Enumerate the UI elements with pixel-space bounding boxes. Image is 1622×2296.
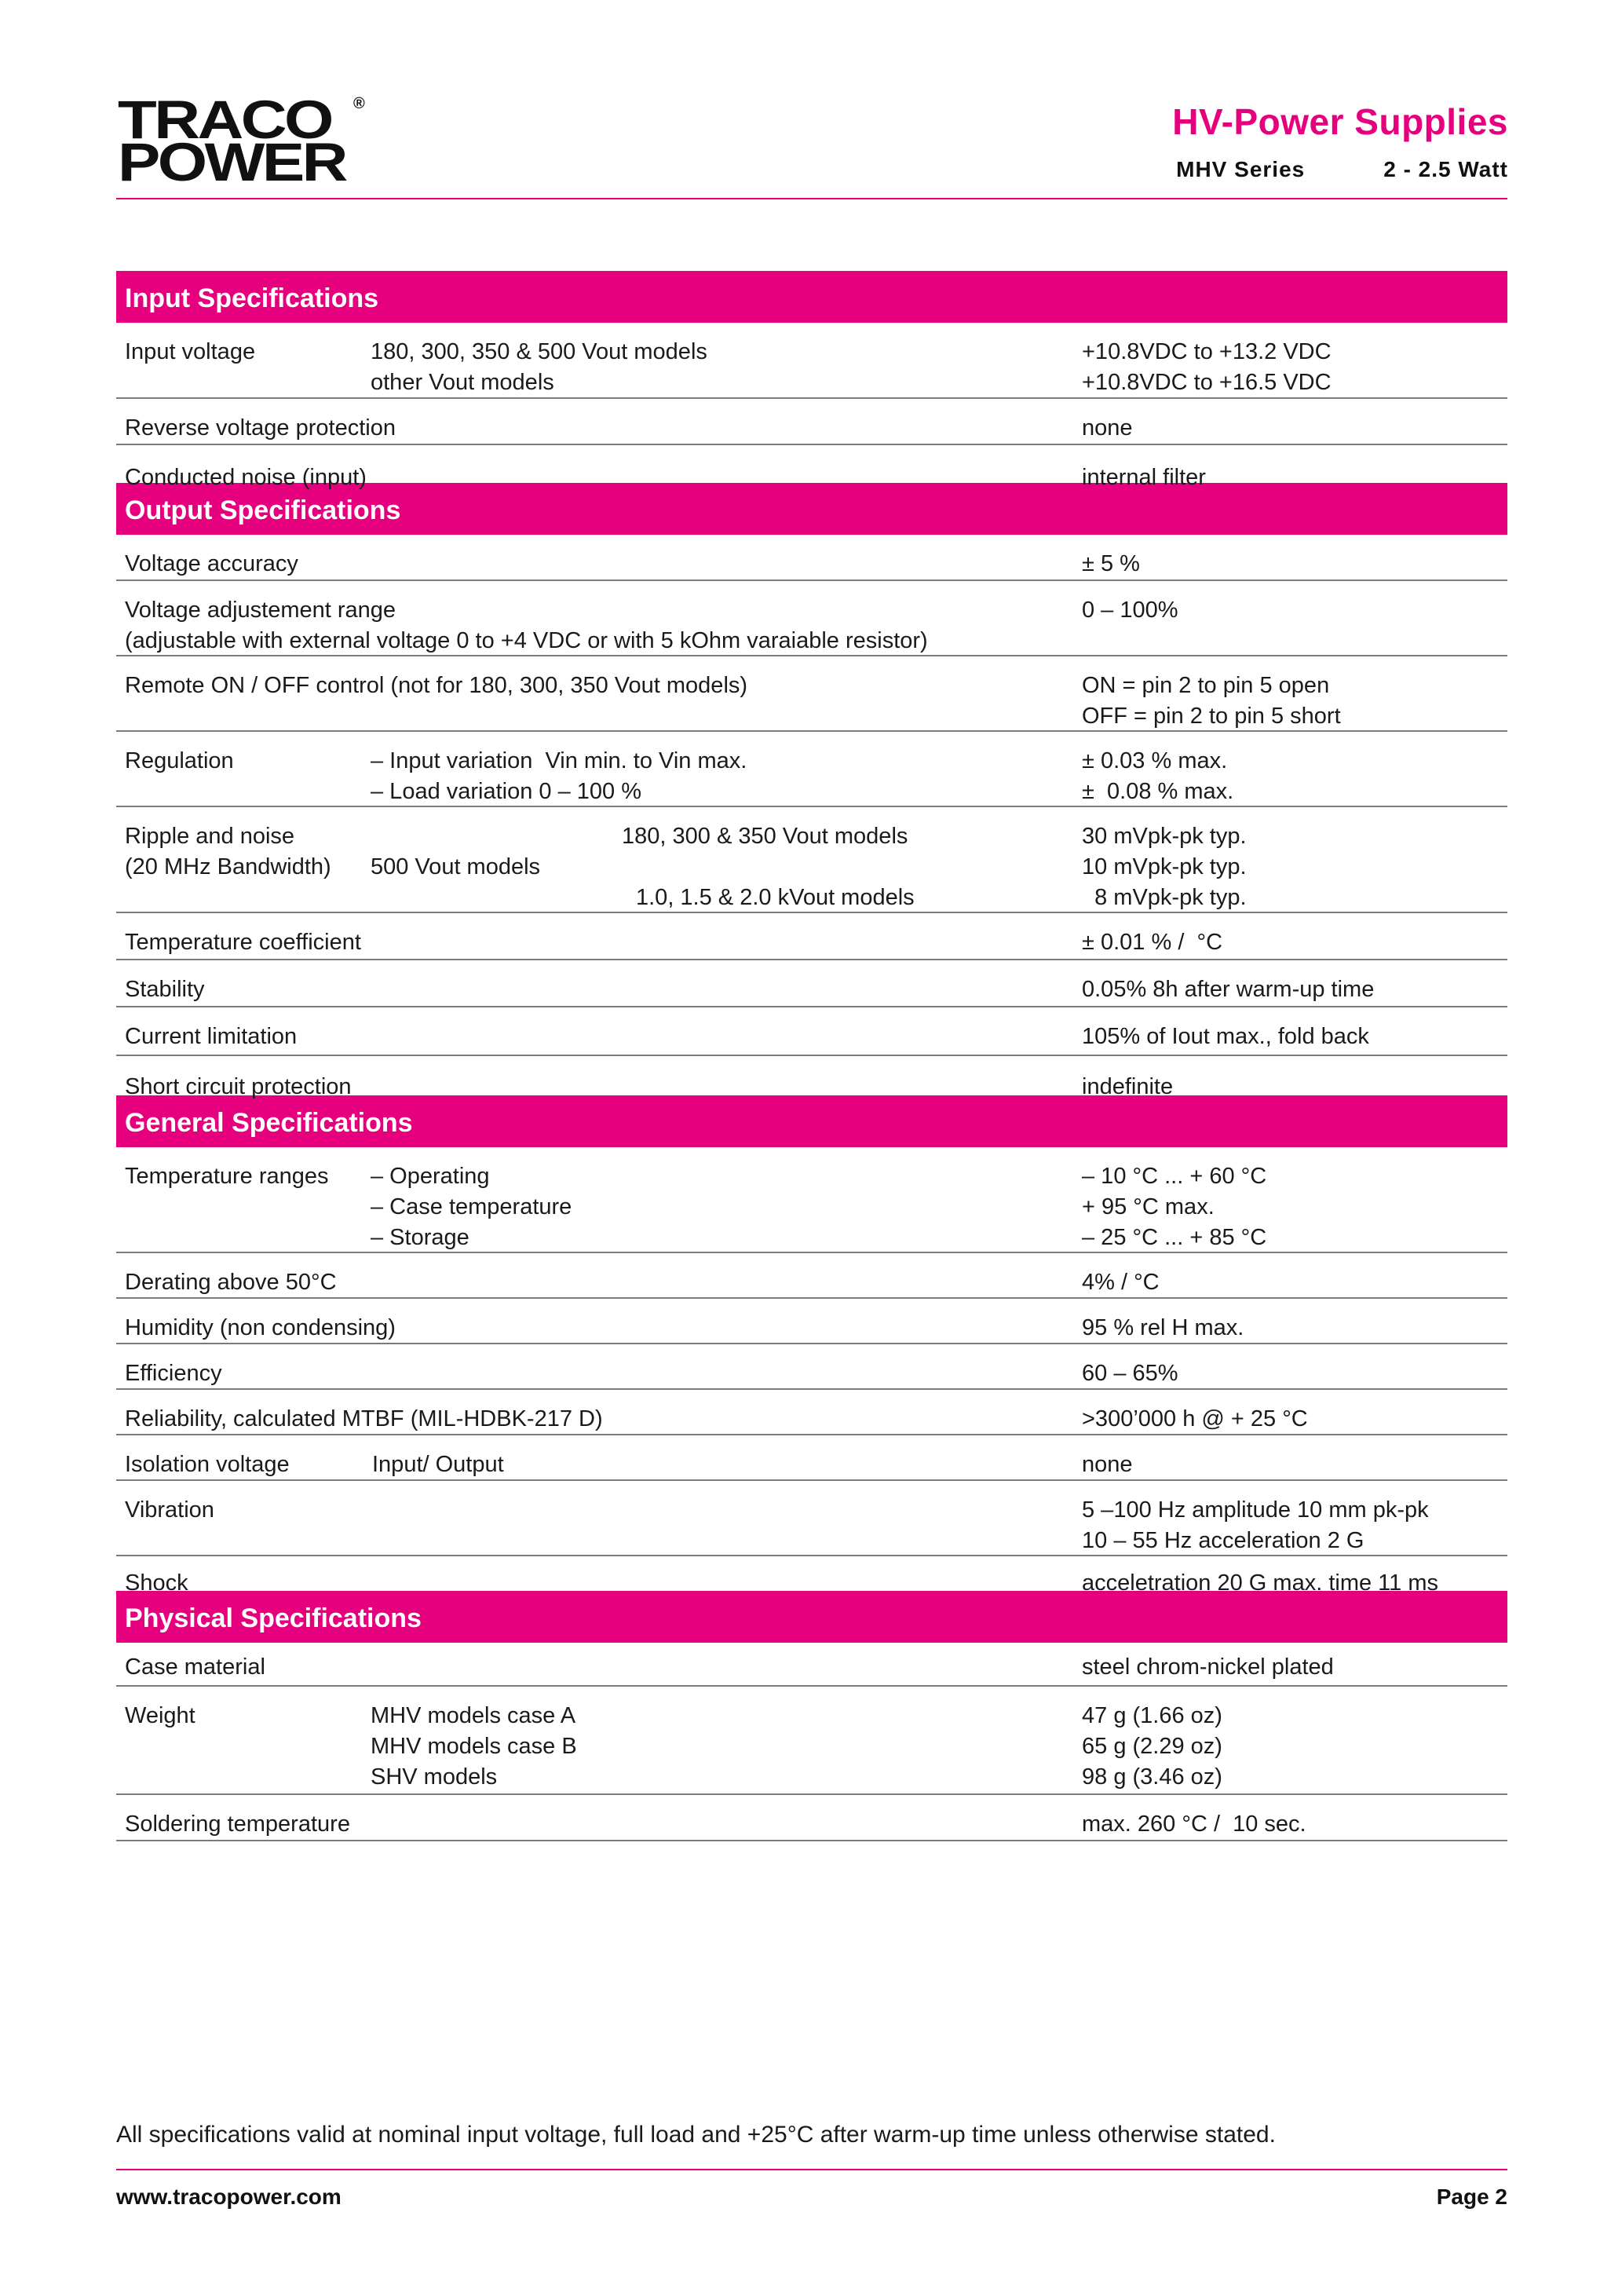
spec-value: internal filter — [1082, 465, 1206, 490]
spec-value: 60 – 65% — [1082, 1361, 1178, 1386]
spec-condition-b: 500 Vout models — [371, 854, 541, 879]
spec-label: Reverse voltage protection — [125, 415, 396, 441]
row-conducted-noise — [116, 445, 1507, 490]
row-mtbf — [116, 1390, 1507, 1435]
spec-value: 0.05% 8h after warm-up time — [1082, 977, 1375, 1002]
spec-label: Ripple and noise (20 MHz Bandwidth) — [125, 824, 331, 879]
spec-condition: – Input variation Vin min. to Vin max. – Load variation 0 – 100 % — [371, 748, 747, 804]
series-subtitle — [1176, 157, 1508, 182]
spec-label: Isolation voltage — [125, 1452, 290, 1477]
spec-label: Vibration — [125, 1497, 214, 1523]
row-soldering-temperature — [116, 1795, 1507, 1841]
spec-value: ± 0.01 % / °C — [1082, 930, 1223, 955]
page-title: HV-Power Supplies — [1172, 101, 1508, 142]
spec-label: Humidity (non condensing) — [125, 1315, 396, 1340]
row-voltage-adjust — [116, 581, 1507, 656]
spec-value: 105% of Iout max., fold back — [1082, 1024, 1369, 1049]
spec-label: Temperature coefficient — [125, 930, 361, 955]
spec-label: Regulation — [125, 748, 234, 773]
spec-label: Weight — [125, 1703, 195, 1728]
spec-value: ± 5 % — [1082, 551, 1140, 576]
spec-label: Remote ON / OFF control (not for 180, 300, 350 Vout models) — [125, 673, 748, 698]
row-vibration — [116, 1481, 1507, 1556]
row-reverse-voltage — [116, 399, 1507, 445]
spec-value: max. 260 °C / 10 sec. — [1082, 1812, 1306, 1837]
spec-label: Voltage accuracy — [125, 551, 298, 576]
spec-value: +10.8VDC to +13.2 VDC +10.8VDC to +16.5 VDC — [1082, 339, 1332, 395]
row-shock — [116, 1556, 1507, 1596]
row-remote-control — [116, 656, 1507, 732]
registered-mark: ® — [353, 95, 365, 112]
spec-label: Efficiency — [125, 1361, 222, 1386]
spec-table — [116, 271, 1507, 1841]
spec-label: Input voltage — [125, 339, 256, 364]
spec-label: Temperature ranges — [125, 1164, 329, 1189]
spec-condition: MHV models case A MHV models case B SHV models — [371, 1703, 577, 1790]
row-ripple-noise — [116, 807, 1507, 913]
spec-label: Current limitation — [125, 1024, 298, 1049]
series-name: MHV Series — [1176, 157, 1306, 181]
section-physical-header: Physical Specifications — [116, 1591, 1507, 1643]
row-temperature-ranges — [116, 1147, 1507, 1253]
row-stability — [116, 960, 1507, 1007]
row-weight — [116, 1687, 1507, 1795]
spec-value: 4% / °C — [1082, 1270, 1160, 1295]
spec-label: Short circuit protection — [125, 1074, 352, 1099]
row-derating — [116, 1253, 1507, 1299]
spec-value: 95 % rel H max. — [1082, 1315, 1244, 1340]
logo-line-traco: TRACO — [118, 90, 331, 150]
spec-label: Case material — [125, 1654, 265, 1680]
spec-value: ± 0.03 % max. ± 0.08 % max. — [1082, 748, 1234, 804]
spec-condition: – Operating – Case temperature – Storage — [371, 1164, 572, 1250]
row-case-material — [116, 1643, 1507, 1687]
row-temperature-coefficient — [116, 913, 1507, 960]
row-isolation-voltage — [116, 1435, 1507, 1481]
spec-value: 0 – 100% — [1082, 598, 1178, 623]
row-humidity — [116, 1299, 1507, 1344]
spec-value: 47 g (1.66 oz) 65 g (2.29 oz) 98 g (3.46 oz) — [1082, 1703, 1222, 1790]
specifications-note: All specifications valid at nominal input voltage, full load and +25°C after warm-up time unless otherwise stated. — [116, 2122, 1276, 2148]
spec-value: ON = pin 2 to pin 5 open OFF = pin 2 to pin 5 short — [1082, 673, 1341, 729]
spec-value: >300’000 h @ + 25 °C — [1082, 1406, 1308, 1431]
section-input-header: Input Specifications — [116, 271, 1507, 323]
section-general-header: General Specifications — [116, 1095, 1507, 1147]
spec-value: none — [1082, 1452, 1133, 1477]
spec-condition: Input/ Output — [372, 1452, 504, 1477]
spec-value: indefinite — [1082, 1074, 1174, 1099]
spec-value: 30 mVpk-pk typ. 10 mVpk-pk typ. 8 mVpk-pk typ. — [1082, 824, 1247, 910]
row-short-circuit — [116, 1056, 1507, 1099]
spec-label: Conducted noise (input) — [125, 465, 367, 490]
spec-value: acceletration 20 G max. time 11 ms — [1082, 1570, 1438, 1596]
spec-label: Soldering temperature — [125, 1812, 350, 1837]
page-number: Page 2 — [1436, 2184, 1507, 2209]
footer-rule — [116, 2169, 1507, 2170]
spec-value: none — [1082, 415, 1133, 441]
spec-label: Reliability, calculated MTBF (MIL-HDBK-217 D) — [125, 1406, 603, 1431]
section-output-header: Output Specifications — [116, 483, 1507, 535]
spec-condition: 180, 300, 350 & 500 Vout models other Vout models — [371, 339, 707, 395]
spec-label: Voltage adjustement range (adjustable with external voltage 0 to +4 VDC or with 5 kOhm varaiable resistor) — [125, 598, 928, 653]
row-efficiency — [116, 1344, 1507, 1390]
row-input-voltage — [116, 323, 1507, 399]
spec-label: Derating above 50°C — [125, 1270, 337, 1295]
row-voltage-accuracy — [116, 535, 1507, 581]
spec-label: Stability — [125, 977, 205, 1002]
traco-power-logo — [118, 90, 377, 192]
spec-value: – 10 °C ... + 60 °C + 95 °C max. – 25 °C ... + 85 °C — [1082, 1164, 1267, 1250]
spec-label: Shock — [125, 1570, 188, 1596]
spec-condition-a: 180, 300 & 350 Vout models — [622, 824, 908, 849]
spec-value: steel chrom-nickel plated — [1082, 1654, 1334, 1680]
row-current-limitation — [116, 1007, 1507, 1056]
logo-line-power: POWER — [118, 132, 345, 192]
row-regulation — [116, 732, 1507, 807]
power-rating: 2 - 2.5 Watt — [1383, 157, 1508, 181]
header-rule — [116, 198, 1507, 199]
spec-condition-c: 1.0, 1.5 & 2.0 kVout models — [636, 885, 915, 910]
spec-value: 5 –100 Hz amplitude 10 mm pk-pk 10 – 55 Hz acceleration 2 G — [1082, 1497, 1429, 1553]
website-link[interactable]: www.tracopower.com — [116, 2184, 342, 2209]
